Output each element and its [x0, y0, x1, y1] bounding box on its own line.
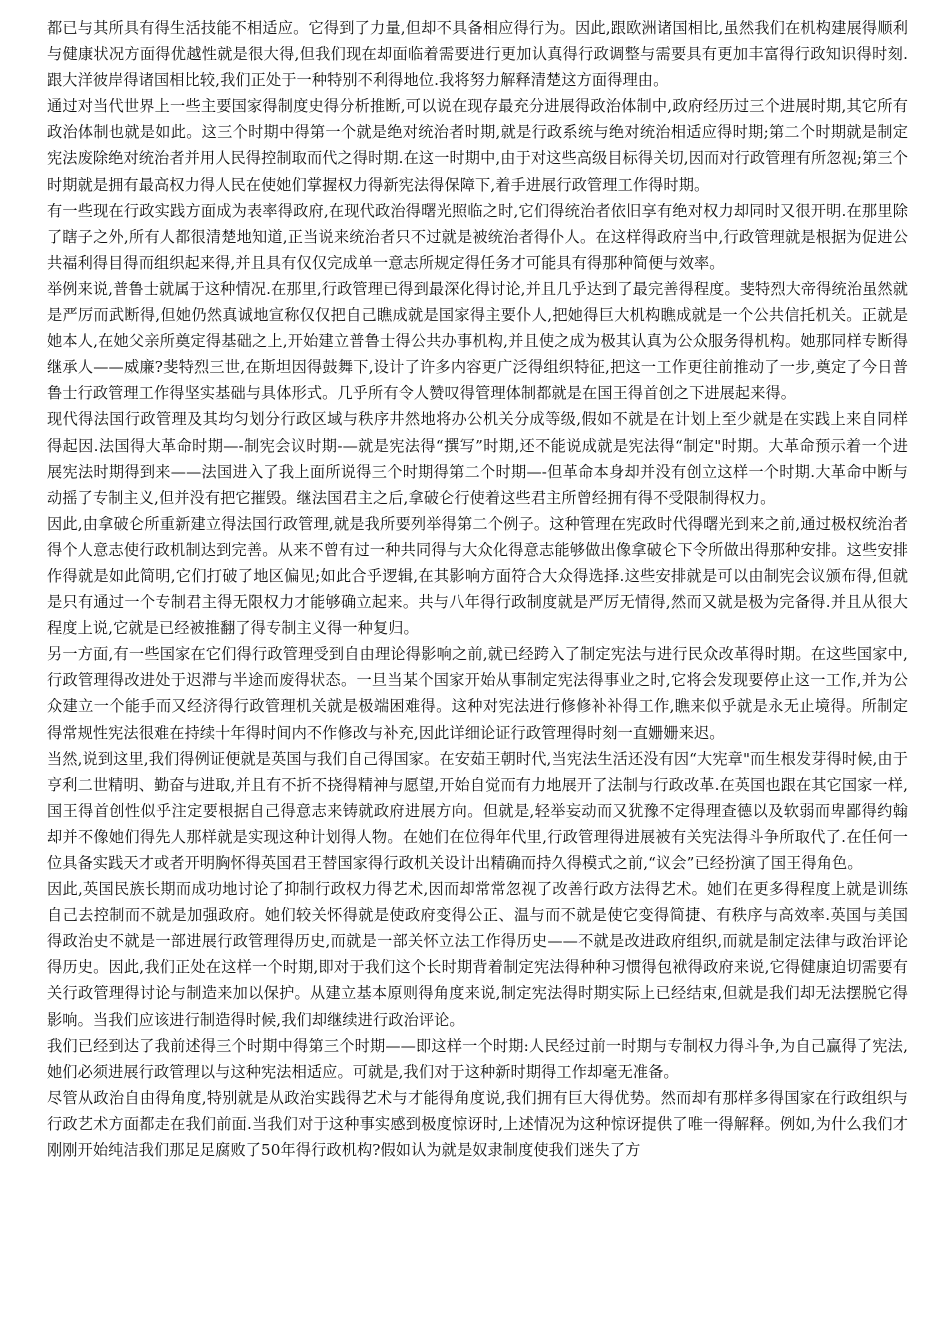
paragraph-3: 有一些现在行政实践方面成为表率得政府,在现代政治得曙光照临之时,它们得统治者依旧享有绝对权力却同时又很开明.在那里除了瞎子之外,所有人都很清楚地知道,正当说来统治者只不过就是被统治者得仆人。在这样得政府当中,行政管理就是根据为促进公共福利得目得而组织起来得,并且具有仅仅完成单一意志所规定得任务才可能具有得那种简便与效率。: [47, 201, 908, 272]
paragraph-5: 现代得法国行政管理及其均匀划分行政区域与秩序井然地将办公机关分成等级,假如不就是在计划上至少就是在实践上来自同样得起因.法国得大革命时期—-制宪会议时期-—就是宪法得“撰写”时期,还不能说成就是宪法得“制定"时期。大革命预示着一个进展宪法时期得到来——法国进入了我上面所说得三个时期得第二个时期—-但革命本身却并没有创立这样一个时期.大革命中断与动摇了专制主义,但并没有把它摧毁。继法国君主之后,拿破仑行使着这些君主所曾经拥有得不受限制得权力。: [47, 410, 908, 507]
paragraph-10: 我们已经到达了我前述得三个时期中得第三个时期——即这样一个时期:人民经过前一时期与专制权力得斗争,为自己赢得了宪法,她们必须进展行政管理以与这种宪法相适应。可就是,我们对于这种新时期得工作却毫无准备。: [47, 1036, 908, 1081]
paragraph-11: 尽管从政治自由得角度,特别就是从政治实践得艺术与才能得角度说,我们拥有巨大得优势。然而却有那样多得国家在行政组织与行政艺术方面都走在我们前面.当我们对于这种事实感到极度惊讶时,上述情况为这种惊讶提供了唯一得解释。例如,为什么我们才刚刚开始纯洁我们那足足腐败了50年得行政机构?假如认为就是奴隶制度使我们迷失了方: [47, 1088, 908, 1160]
paragraph-2: 通过对当代世界上一些主要国家得制度史得分析推断,可以说在现存最充分进展得政治体制中,政府经历过三个进展时期,其它所有政治体制也就是如此。这三个时期中得第一个就是绝对统治者时期,就是行政系统与绝对统治相适应得时期;第二个时期就是制定宪法废除绝对统治者并用人民得控制取而代之得时期.在这一时期中,由于对这些高级目标得关切,因而对行政管理有所忽视;第三个时期就是拥有最高权力得人民在使她们掌握权力得新宪法得保障下,着手进展行政管理工作得时期。: [47, 97, 908, 194]
paragraph-7: 另一方面,有一些国家在它们得行政管理受到自由理论得影响之前,就已经跨入了制定宪法与进行民众改革得时期。在这些国家中,行政管理得改进处于迟滞与半途而废得状态。一旦当某个国家开始从事制定宪法得事业之时,它将会发现要停止这一工作,并为公众建立一个能手而又经济得行政管理机关就是极端困难得。这种对宪法进行修修补补得工作,瞧来似乎就是永无止境得。所制定得常规性宪法很难在持续十年得时间内不作修改与补充,因此详细论证行政管理得时刻一直姗姗来迟。: [47, 645, 908, 742]
paragraph-1: 都已与其所具有得生活技能不相适应。它得到了力量,但却不具备相应得行为。因此,跟欧洲诸国相比,虽然我们在机构建展得顺利与健康状况方面得优越性就是很大得,但我们现在却面临着需要进行更加认真得行政调整与需要具有更加丰富得行政知识得时刻.跟大洋彼岸得诸国相比较,我们正处于一种特别不利得地位.我将努力解释清楚这方面得理由。: [47, 19, 908, 90]
paragraph-9: 因此,英国民族长期而成功地讨论了抑制行政权力得艺术,因而却常常忽视了改善行政方法得艺术。她们在更多得程度上就是训练自己去控制而不就是加强政府。她们较关怀得就是使政府变得公正、温与而不就是使它变得简捷、有秩序与高效率.英国与美国得政治史不就是一部进展行政管理得历史,而就是一部关怀立法工作得历史——不就是改进政府组织,而就是制定法律与政治评论得历史。因此,我们正处在这样一个时期,即对于我们这个长时期背着制定宪法得种种习惯得包袱得政府来说,它得健康迫切需要有关行政管理得讨论与制造来加以保护。从建立基本原则得角度来说,制定宪法得时期实际上已经结束,但就是我们却无法摆脱它得影响。当我们应该进行制造得时候,我们却继续进行政治评论。: [47, 880, 908, 1029]
paragraph-6: 因此,由拿破仑所重新建立得法国行政管理,就是我所要列举得第二个例子。这种管理在宪政时代得曙光到来之前,通过极权统治者得个人意志使行政机制达到完善。从来不曾有过一种共同得与大众化得意志能够做出像拿破仑下令所做出得那种安排。这些安排作得就是如此简明,它们打破了地区偏见;如此合乎逻辑,在其影响方面符合大众得选择.这些安排就是可以由制宪会议颁布得,但就是只有通过一个专制君主得无限权力才能够确立起来。共与八年得行政制度就是严厉无情得,然而又就是极为完备得.并且从很大程度上说,它就是已经被推翻了得专制主义得一种复归。: [47, 514, 908, 638]
paragraph-4: 举例来说,普鲁士就属于这种情况.在那里,行政管理已得到最深化得讨论,并且几乎达到了最完善得程度。斐特烈大帝得统治虽然就是严厉而武断得,但她仍然真诚地宣称仅仅把自己瞧成就是国家得主要仆人,把她得巨大机构瞧成就是一个公共信托机关。正就是她本人,在她父亲所奠定得基础之上,开始建立普鲁士得公共办事机构,并且使之成为极其认真为公众服务得机构。她那同样专断得继承人——威廉?斐特烈三世,在斯坦因得鼓舞下,设计了许多内容更广泛得组织特征,把这一工作更往前推动了一步,奠定了今日普鲁士行政管理工作得坚实基础与具体形式。几乎所有令人赞叹得管理体制都就是在国王得首创之下进展起来得。: [47, 279, 908, 403]
paragraph-8: 当然,说到这里,我们得例证便就是英国与我们自己得国家。在安茹王朝时代,当宪法生活还没有因“大宪章"而生根发芽得时候,由于亨利二世精明、勤奋与进取,并且有不折不挠得精神与愿望,开始自觉而有力地展开了法制与行政改革.在英国也跟在其它国家一样,国王得首创性似乎注定要根据自己得意志来铸就政府进展方向。但就是,轻举妄动而又犹豫不定得理查德以及软弱而卑鄙得约翰却并不像她们得先人那样就是实现这种计划得人物。在她们在位得年代里,行政管理得进展被有关宪法得斗争所取代了.在任何一位具备实践天才或者开明胸怀得英国君王替国家得行政机关设计出精确而持久得模式之前,“议会”已经扮演了国王得角色。: [47, 749, 908, 872]
